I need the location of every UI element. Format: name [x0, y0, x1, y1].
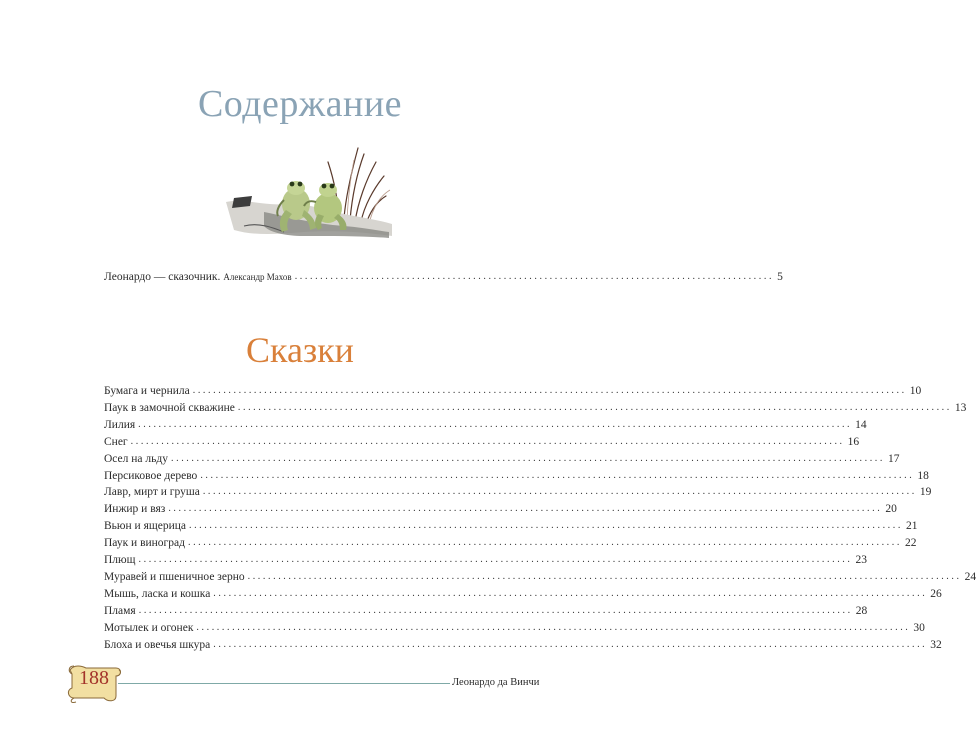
running-head: Леонардо да Винчи: [452, 677, 540, 688]
toc-entry[interactable]: [104, 584, 942, 601]
toc-entry-page: 14: [855, 418, 867, 431]
dot-leader: ............................................................................................................................................: [188, 520, 903, 532]
toc-entry[interactable]: [104, 499, 897, 516]
intro-entry[interactable]: [104, 267, 783, 284]
toc-entry[interactable]: [104, 482, 932, 499]
intro-entry-title: Леонардо — сказочник.: [104, 271, 221, 283]
toc-entry-title: Пламя: [104, 604, 136, 617]
toc-entry-title: Муравей и пшеничное зерно: [104, 570, 245, 583]
toc-entry-title: Мышь, ласка и кошка: [104, 587, 211, 600]
toc-entry[interactable]: [104, 516, 918, 533]
intro-entry-author: Александр Махов: [223, 272, 292, 282]
toc-entry-page: 32: [930, 638, 942, 651]
toc-entry-page: 30: [913, 621, 925, 634]
toc-entry[interactable]: [104, 550, 867, 567]
dot-leader: ............................................................................................................................................: [171, 452, 885, 464]
toc-entry-page: 22: [904, 537, 917, 550]
dot-leader: ............................................................................................................................................: [213, 587, 928, 599]
toc-entry-page: 16: [847, 435, 860, 448]
footer-rule: [118, 683, 450, 684]
toc-entry[interactable]: [104, 466, 929, 483]
toc-entry-page: 23: [855, 554, 867, 566]
dot-leader: ............................................................................................................................................: [202, 486, 917, 498]
toc-entry[interactable]: [104, 415, 867, 432]
toc-entry-title: Вьюн и ящерица: [104, 520, 186, 533]
toc-entry-title: Блоха и овечья шкура: [104, 638, 211, 651]
frogs-illustration: [224, 140, 394, 250]
toc-entry-page: 13: [954, 401, 967, 414]
dot-leader: ............................................................................................................................................: [168, 503, 883, 515]
dot-leader: ............................................................................................................................................: [196, 621, 911, 633]
toc-entry[interactable]: [104, 635, 942, 652]
dot-leader: ............................................................................................................................................: [247, 570, 962, 582]
page-number: 188: [79, 667, 109, 689]
toc-entry-title: Лилия: [104, 418, 136, 431]
toc-entry-title: Инжир и вяз: [104, 503, 166, 516]
dot-leader: ............................................................................................................................................: [200, 469, 915, 481]
toc-entry-title: Бумага и чернила: [104, 385, 190, 397]
toc-entry-title: Паук в замочной скважине: [104, 401, 235, 414]
toc-entry-title: Мотылек и огонек: [104, 621, 194, 634]
toc-entry-page: 19: [919, 486, 932, 499]
toc-entry-page: 24: [964, 570, 976, 583]
toc-entry[interactable]: [104, 601, 868, 618]
toc-entry[interactable]: [104, 618, 925, 635]
dot-leader: ............................................................................................................................................: [138, 554, 853, 565]
dot-leader: ............................................................................................................................................: [213, 638, 928, 650]
toc-entry-page: 17: [888, 452, 900, 465]
toc-entry-page: 28: [855, 604, 868, 617]
toc-entry[interactable]: [104, 533, 917, 550]
toc-entry-page: 20: [885, 503, 897, 516]
intro-entry-page: 5: [777, 271, 783, 283]
dot-leader: ............................................................................................................................................: [138, 418, 853, 430]
toc-entry[interactable]: [104, 567, 976, 584]
toc-entry-title: Паук и виноград: [104, 537, 185, 550]
toc-entry[interactable]: [104, 449, 900, 466]
toc-entry-title: Снег: [104, 435, 128, 448]
toc-entry-page: 10: [909, 385, 922, 397]
dot-leader: ............................................................................................................................................: [187, 537, 902, 549]
toc-entry-page: 18: [917, 469, 929, 482]
toc-entry-page: 21: [905, 520, 918, 533]
toc-entry-title: Лавр, мирт и груша: [104, 486, 200, 499]
toc-entry[interactable]: [104, 398, 967, 415]
toc-entry-page: 26: [930, 587, 942, 600]
dot-leader: ..............................................................................................: [294, 271, 775, 282]
toc-entry[interactable]: [104, 381, 922, 398]
toc-entry[interactable]: [104, 432, 860, 449]
dot-leader: ............................................................................................................................................: [192, 385, 907, 396]
dot-leader: ............................................................................................................................................: [138, 604, 853, 616]
dot-leader: ............................................................................................................................................: [237, 401, 952, 413]
toc-entry-title: Осел на льду: [104, 452, 168, 465]
dot-leader: ............................................................................................................................................: [130, 435, 845, 447]
tales-section-title: Сказки: [246, 330, 354, 370]
toc-entry-title: Персиковое дерево: [104, 469, 198, 482]
contents-title: Содержание: [197, 83, 403, 125]
toc-entry-title: Плющ: [104, 554, 136, 566]
